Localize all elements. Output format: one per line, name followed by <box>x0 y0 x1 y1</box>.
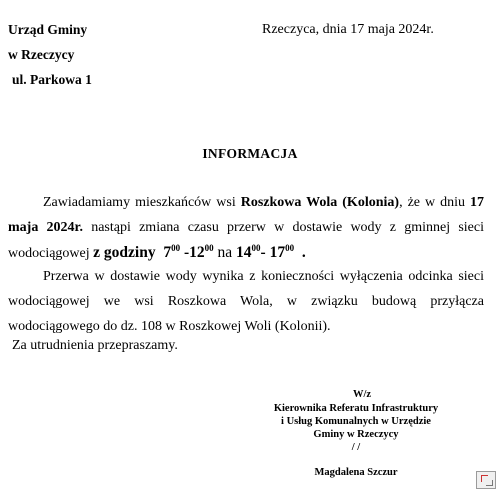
office-name: Urząd Gminy <box>8 22 88 37</box>
closing-apology: Za utrudnienia przepraszamy. <box>12 338 178 353</box>
document-title: INFORMACJA <box>202 146 298 161</box>
expand-icon[interactable] <box>476 471 496 489</box>
sentence-end: . <box>294 244 306 261</box>
time-3-hour: 14 <box>236 244 252 261</box>
village-name: Roszkowa Wola (Kolonia) <box>240 195 400 210</box>
signature-title-line-1: Kierownika Referatu Infrastruktury <box>273 403 439 414</box>
p1-text-1: Zawiadamiamy mieszkańców wsi <box>43 195 241 210</box>
from-label: z godziny <box>93 244 156 261</box>
office-address: ul. Parkowa 1 <box>12 72 92 87</box>
document-date: Rzeczyca, dnia 17 maja 2024r. <box>262 22 434 37</box>
paragraph-reason: Przerwa w dostawie wody wynika z konieczności wyłączenia odcinka sieci wodociągowej we wsi Roszkowa Wola, w związku budową przyłącza wodociągowego do dz. 108 w Roszkowej Woli (Kolonii). <box>8 269 484 334</box>
time-4-hour: 17 <box>269 244 286 261</box>
time-2-minutes: 00 <box>204 243 214 253</box>
time-2-hour: 12 <box>189 244 205 261</box>
signatory-name: Magdalena Szczur <box>314 467 398 478</box>
signature-mark: / / <box>351 442 361 453</box>
time-dash-2: - <box>260 244 270 261</box>
p1-text-3: nastąpi zmiana czasu przerw w dostawie wody z gminnej sieci wodociągowej <box>8 220 484 261</box>
change-date: 17 maja 2024r. <box>8 195 485 235</box>
and-label: na <box>213 244 237 261</box>
paragraph-announcement <box>8 190 484 266</box>
p1-text-2: , że w dniu <box>399 195 471 210</box>
time-1-hour: 7 <box>163 244 172 261</box>
time-1-minutes: 00 <box>171 243 181 253</box>
time-4-minutes: 00 <box>285 243 295 253</box>
office-location: w Rzeczycy <box>8 47 75 62</box>
signature-title-line-3: Gminy w Rzeczycy <box>313 429 399 440</box>
signature-title-line-2: i Usług Komunalnych w Urzędzie <box>281 416 431 427</box>
time-3-minutes: 00 <box>251 243 261 253</box>
signature-wz: W/z <box>352 389 372 400</box>
time-dash: - <box>180 244 190 261</box>
